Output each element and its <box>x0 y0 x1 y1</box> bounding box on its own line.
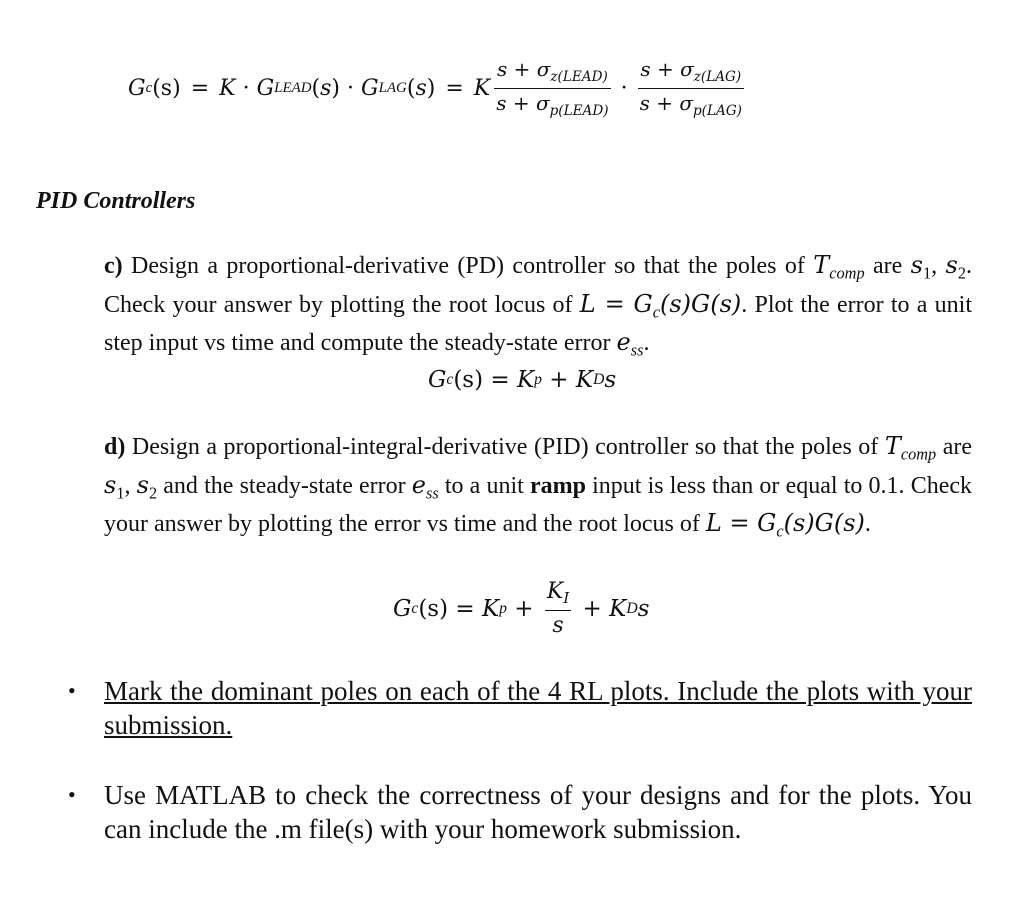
eq-g-lead-sub: LEAD <box>274 79 312 96</box>
eq-arg: (s) <box>152 75 181 101</box>
eq-g-lag-sub: LAG <box>378 79 407 96</box>
eq-g-sub: c <box>145 79 153 96</box>
eq-k: K <box>219 75 236 101</box>
bullet-text: Use MATLAB to check the correctness of your designs and for the plots. You can include the .m file(s) with your homework submission. <box>104 780 972 844</box>
ki-fraction <box>545 580 571 638</box>
ki-fraction-denominator: s <box>552 612 564 638</box>
bullet-text-underlined: Mark the dominant poles on each of the 4 RL plots. Include the plots with your submission. <box>104 676 972 740</box>
lead-fraction <box>494 58 610 118</box>
section-heading: PID Controllers <box>36 188 196 214</box>
eq-g-lag: G <box>361 75 379 101</box>
pd-equation: G c (s) = K p + K D s <box>428 367 617 393</box>
lead-fraction-denominator: $s + \sigma_{p(LEAD)}$ <box>496 90 609 119</box>
bullet-dot: • <box>68 782 76 807</box>
bullet-item <box>60 778 972 846</box>
bullet-item <box>60 674 972 742</box>
part-d-label: d) <box>104 434 126 460</box>
eq-g: G <box>128 75 146 101</box>
eq-dot-3: · <box>620 75 628 101</box>
part-c-label: c) <box>104 253 123 279</box>
eq-arg-lag: (s) <box>406 75 436 101</box>
instruction-bullets <box>60 674 972 846</box>
part-c-paragraph: c) Design a proportional-derivative (PD) controller so that the poles of $T_{comp}$ are $s_1$, $s_2$. Check your answer by plotting the root locus of $L = G_c(s)G(s)$. Plot the error to a unit step input vs time and compute the steady-state error $e_{ss}$. <box>104 251 972 361</box>
lag-fraction <box>638 58 744 118</box>
eq-g-lead: G <box>256 75 275 101</box>
lead-fraction-numerator: $s + \sigma_{z(LEAD)}$ <box>494 58 610 89</box>
eq-equals-2: = <box>445 75 464 101</box>
eq-arg-lead: (s) <box>311 75 341 101</box>
ki-fraction-numerator: $K_I$ <box>545 580 571 611</box>
pid-equation: G c (s) = K p + $\frac{K_I}{s}$ + K D s <box>393 579 650 638</box>
eq-equals: = <box>190 75 210 101</box>
bullet-dot: • <box>68 678 76 703</box>
lead-lag-equation <box>128 58 748 118</box>
lag-fraction-denominator: $s + \sigma_{p(LAG)}$ <box>639 90 742 119</box>
eq-k-2: K <box>473 75 491 101</box>
eq-dot: · <box>242 75 250 101</box>
lag-fraction-numerator: $s + \sigma_{z(LAG)}$ <box>638 58 744 89</box>
part-d-paragraph: d) Design a proportional-integral-derivative (PID) controller so that the poles of $T_{comp}$ are $s_1$, $s_2$ and the steady-state error $e_{ss}$ to a unit ramp input is less than or equal to 0.1. Check your answer by plotting the error vs time and the root locus of $L = G_c(s)G(s)$. <box>104 432 973 542</box>
eq-dot-2: · <box>347 75 355 101</box>
ramp-bold: ramp <box>529 472 586 499</box>
